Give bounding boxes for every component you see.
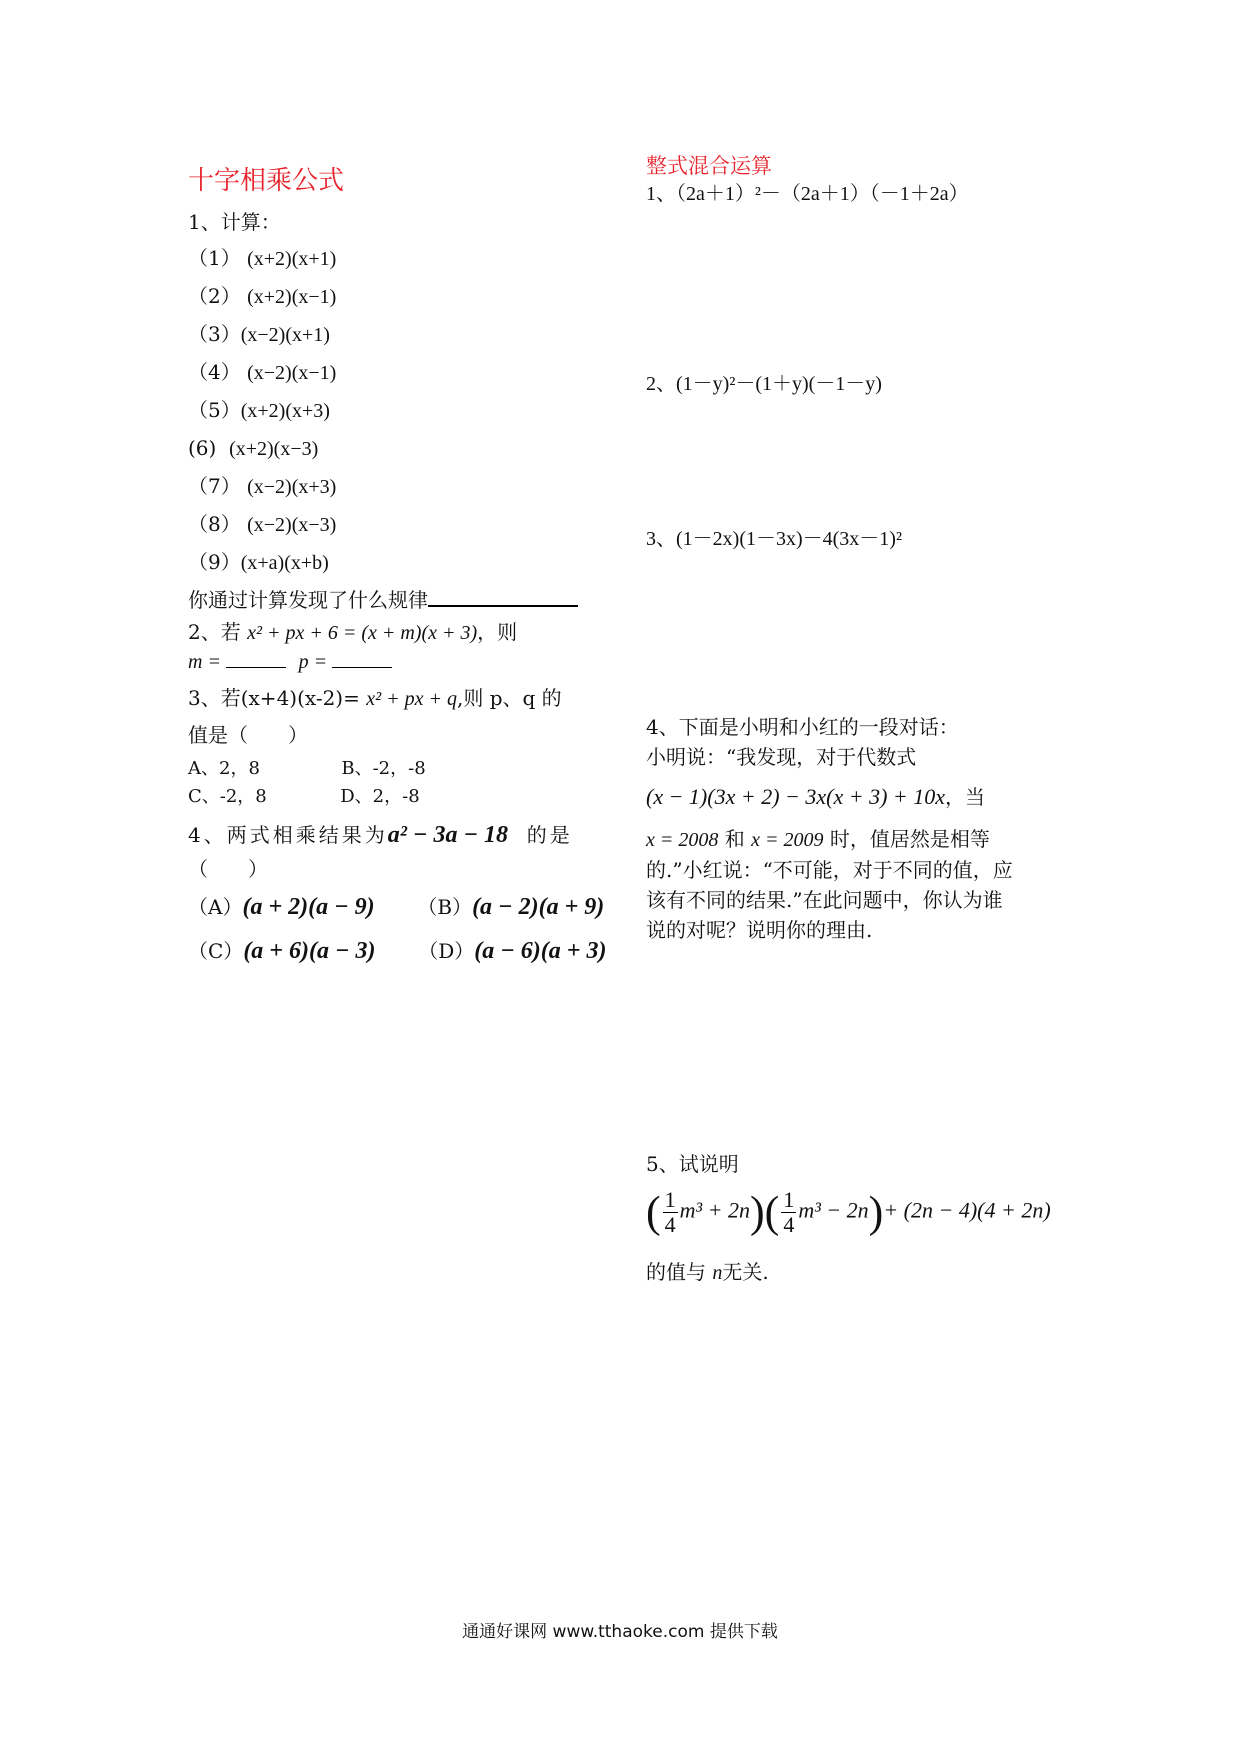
- option-b[interactable]: B、-2，-8: [341, 758, 426, 779]
- right-question-5: [646, 1150, 1106, 1287]
- calc-item-9: （9）(x+a)(x+b): [188, 550, 329, 574]
- question-3-options-cd: [188, 783, 608, 811]
- calc-item-3: （3）(x−2)(x+1): [188, 322, 330, 346]
- q4-xiaohong-says: 的.”小红说：“不可能，对于不同的值，应: [646, 858, 1013, 882]
- q4-intro: 4、下面是小明和小红的一段对话：: [646, 715, 959, 739]
- q4-x-values: x = 2008 和 x = 2009 时，值居然是相等: [646, 827, 990, 851]
- q4-different-results: 该有不同的结果.”在此问题中，你认为谁: [646, 888, 1003, 912]
- question-2-blanks: m = p =: [188, 647, 608, 676]
- q4-xiaoming-says: 小明说：“我发现，对于代数式: [646, 745, 917, 769]
- calc-item-2: （2） (x+2)(x−1): [188, 284, 337, 308]
- discover-rule-line: 你通过计算发现了什么规律: [188, 586, 608, 614]
- footer-watermark: 通通好课网 www.tthaoke.com 提供下载: [462, 1622, 778, 1642]
- answer-blank-m[interactable]: [226, 653, 286, 668]
- calc-item-1: （1） (x+2)(x+1): [188, 246, 337, 270]
- calc-item-7: （7） (x−2)(x+3): [188, 474, 337, 498]
- calc-item-6: (6) (x+2)(x−3): [188, 436, 319, 460]
- fraction-one-quarter-1: $\frac{1}{4}$: [664, 1187, 676, 1237]
- right-question-1: 1、（2a＋1）²－（2a＋1）（－1＋2a）: [646, 183, 969, 205]
- option-b-expr[interactable]: (a − 2)(a + 9): [472, 894, 605, 920]
- q5-label: 5、试说明: [646, 1152, 739, 1176]
- question-4-options-ab: （A）(a + 2)(a − 9) （B）(a − 2)(a + 9): [188, 894, 605, 920]
- right-question-3: 3、(1－2x)(1－3x)－4(3x－1)²: [646, 528, 902, 550]
- question-4-paren: （ ）: [188, 857, 268, 881]
- section-title-mixed-operations: 整式混合运算: [646, 154, 772, 178]
- q5-expression: ( $\frac{1}{4}$ m³ + 2n)( $\frac{1}{4}$ m³ − 2n)+ (2n − 4)(4 + 2n): [646, 1187, 1051, 1237]
- question-3-options-ab: [188, 755, 608, 783]
- section-title-cross-multiplication: 十字相乘公式: [188, 166, 345, 196]
- calc-items-list: [188, 244, 608, 586]
- option-a[interactable]: A、2，8: [188, 758, 260, 779]
- option-d-expr[interactable]: (a − 6)(a + 3): [474, 938, 607, 964]
- option-d[interactable]: D、2，-8: [340, 786, 420, 807]
- question-3-value-line: 值是（ ）: [188, 723, 308, 747]
- q4-who-is-right: 说的对呢？说明你的理由.: [646, 918, 873, 942]
- calc-item-5: （5）(x+2)(x+3): [188, 398, 330, 422]
- calc-item-8: （8） (x−2)(x−3): [188, 512, 337, 536]
- question-3-line: 3、若(x+4)(x-2)= x² + px + q,则 p、q 的: [188, 686, 562, 710]
- right-question-2: 2、(1－y)²－(1＋y)(－1－y): [646, 373, 882, 395]
- calc-item-4: （4） (x−2)(x−1): [188, 360, 337, 384]
- option-c-expr[interactable]: (a + 6)(a − 3): [243, 938, 376, 964]
- left-column: [188, 150, 608, 981]
- question-2-line: 2、若 x² + px + 6 = (x + m)(x + 3)，则: [188, 620, 518, 644]
- option-c[interactable]: C、-2，8: [188, 786, 267, 807]
- answer-blank-rule[interactable]: [428, 587, 578, 607]
- q4-expression-line: (x − 1)(3x + 2) − 3x(x + 3) + 10x，当: [646, 784, 986, 809]
- answer-blank-p[interactable]: [332, 653, 392, 668]
- fraction-one-quarter-2: $\frac{1}{4}$: [783, 1187, 795, 1237]
- right-question-4: [646, 713, 1086, 944]
- question-4-options-cd: （C）(a + 6)(a − 3) （D）(a − 6)(a + 3): [188, 938, 607, 964]
- question-1-label: 1、计算：: [188, 210, 281, 234]
- q5-conclusion: 的值与 n无关.: [646, 1260, 769, 1284]
- option-a-expr[interactable]: (a + 2)(a − 9): [242, 894, 375, 920]
- question-4-line: 4、两式相乘结果为a² − 3a − 18 的是: [188, 822, 573, 848]
- right-column: [646, 150, 1086, 1284]
